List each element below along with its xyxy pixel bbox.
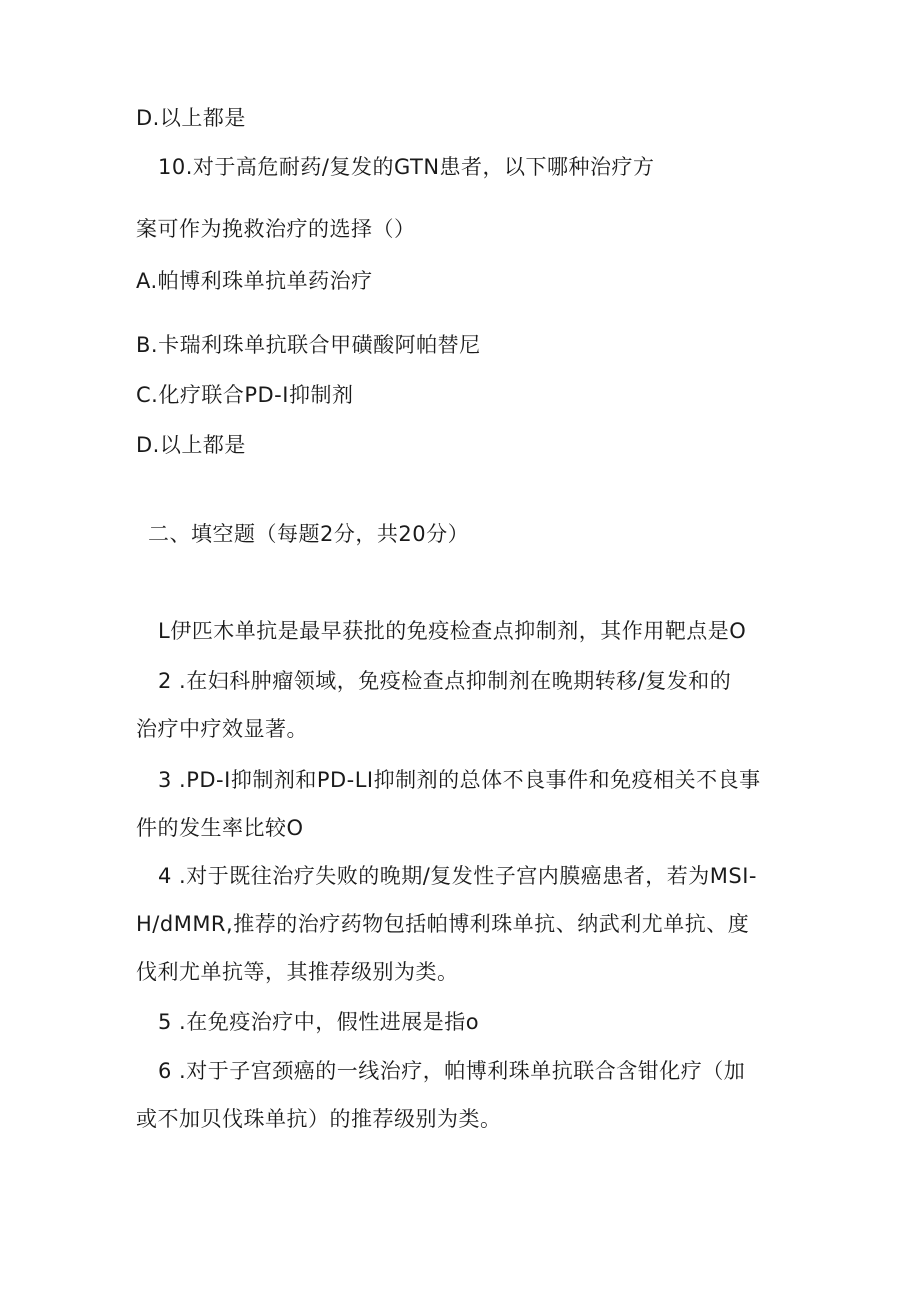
q10-option-a: A.帕博利珠单抗单药治疗 [136,269,373,293]
q10-option-b: B.卡瑞利珠单抗联合甲磺酸阿帕替尼 [136,333,481,357]
fill-q2-line1: 2 .在妇科肿瘤领域，免疫检查点抑制剂在晚期转移/复发和的 [158,669,732,693]
fill-q4-line1: 4 .对于既往治疗失败的晚期/复发性子宫内膜癌患者，若为MSI- [158,864,758,888]
fill-q4-line2: H/dMMR,推荐的治疗药物包括帕博利珠单抗、纳武利尤单抗、度 [136,912,750,936]
q10-option-c: C.化疗联合PD-I抑制剂 [136,383,354,407]
fill-q6-line1: 6 .对于子宫颈癌的一线治疗，帕博利珠单抗联合含钳化疗（加 [158,1059,746,1083]
q10-stem-line1: 10.对于高危耐药/复发的GTN患者，以下哪种治疗方 [158,155,655,179]
section-heading: 二、填空题（每题2分，共20分） [148,522,470,546]
fill-q1: L伊匹木单抗是最早获批的免疫检查点抑制剂，其作用靶点是O [158,619,747,643]
fill-q3-line1: 3 .PD-I抑制剂和PD-LI抑制剂的总体不良事件和免疫相关不良事 [158,768,761,792]
fill-q2-line2: 治疗中疗效显著。 [136,717,308,741]
q10-stem-line2: 案可作为挽救治疗的选择（） [136,217,416,241]
fill-q6-line2: 或不加贝伐珠单抗）的推荐级别为类。 [136,1107,502,1131]
fill-q4-line3: 伐利尤单抗等，其推荐级别为类。 [136,960,459,984]
q9-option-d: D.以上都是 [136,106,246,130]
fill-q3-line2: 件的发生率比较O [136,816,304,840]
q10-option-d: D.以上都是 [136,433,246,457]
fill-q5: 5 .在免疫治疗中，假性进展是指o [158,1010,480,1034]
